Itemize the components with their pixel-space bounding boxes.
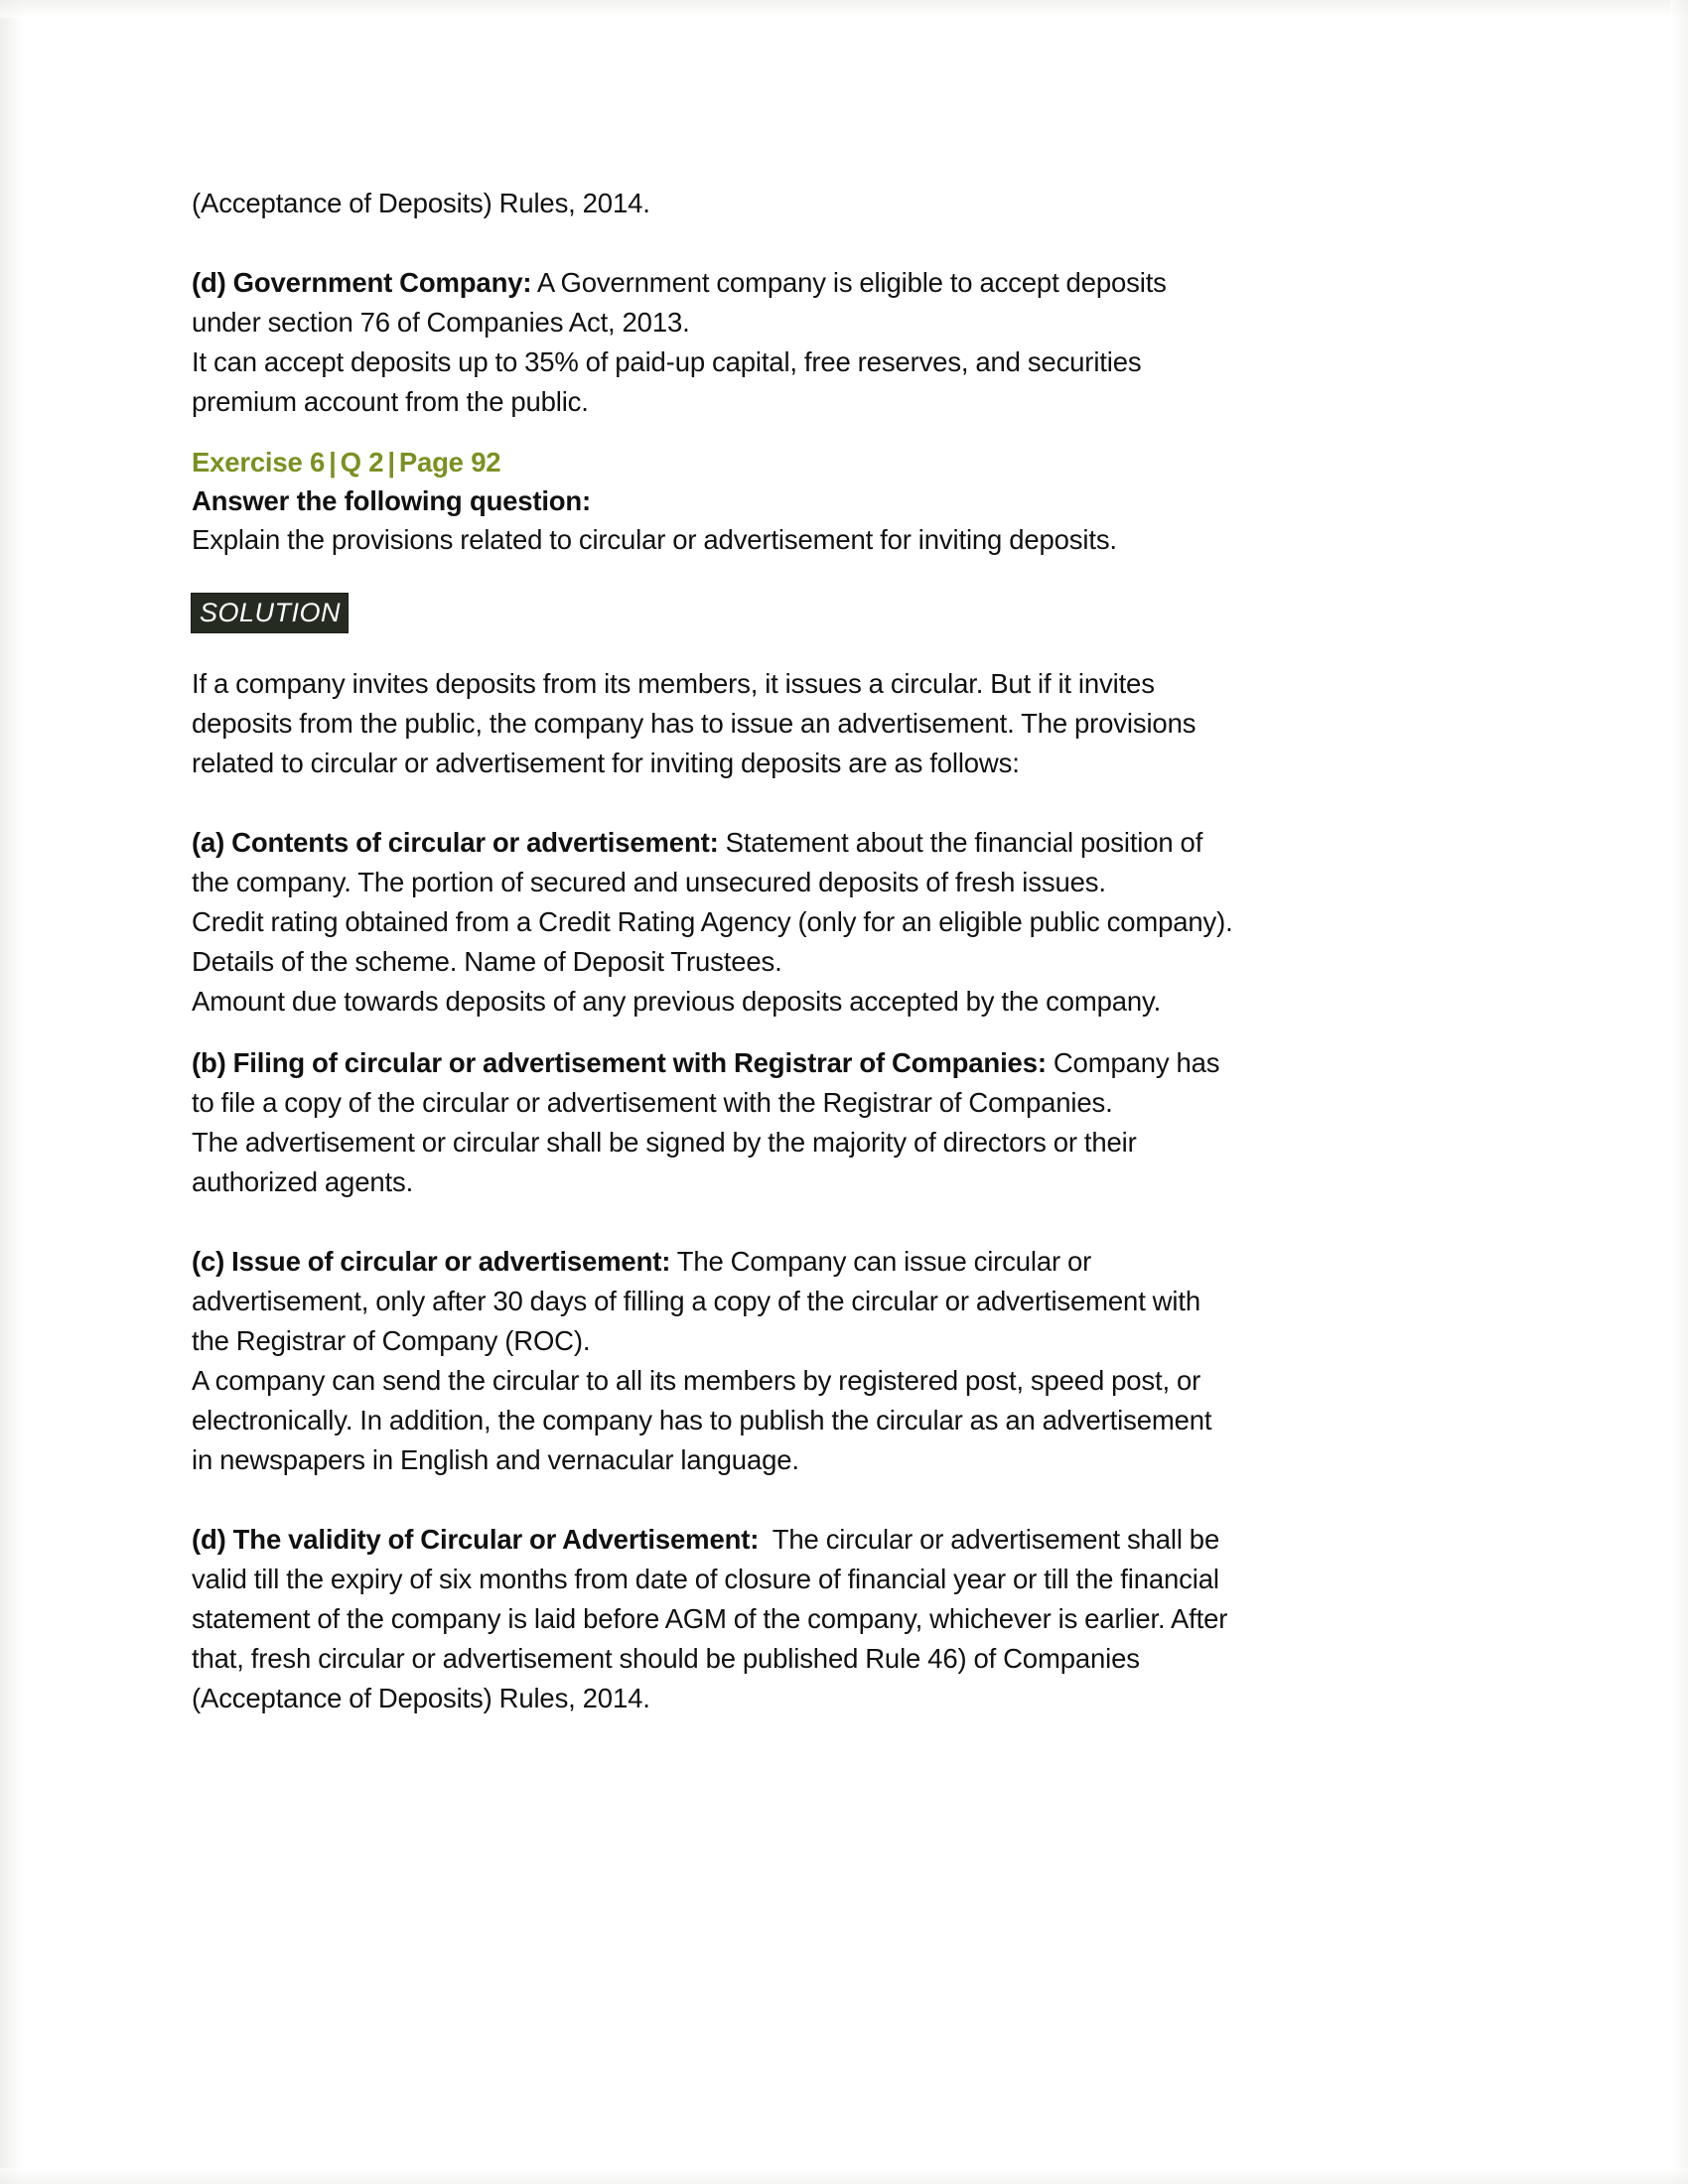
provision-d-line-4: that, fresh circular or advertisement should be published Rule 46) of Companies [192,1643,1140,1674]
spacer [192,422,1482,444]
provision-a-line-1: Statement about the financial position of [718,827,1203,858]
provision-c-line-1: The Company can issue circular or [670,1246,1092,1277]
question-text: Explain the provisions related to circular or advertisement for inviting deposits. [192,524,1117,555]
spacer [192,642,1482,664]
provision-b-line-2: to file a copy of the circular or advertisement with the Registrar of Companies. [192,1087,1113,1118]
government-company-paragraph [192,263,1482,422]
provision-b-label: (b) Filing of circular or advertisement with Registrar of Companies: [192,1047,1047,1078]
provision-b-line-1: Company has [1046,1047,1220,1078]
exercise-heading [192,444,1482,481]
provision-a-line-2: the company. The portion of secured and unsecured deposits of fresh issues. [192,867,1106,897]
provision-a-label: (a) Contents of circular or advertisement: [192,827,719,858]
solution-intro-line-2: deposits from the public, the company has to issue an advertisement. The provisions [192,708,1196,739]
provision-a-line-4: Details of the scheme. Name of Deposit Trustees. [192,946,782,977]
provision-c-line-4: A company can send the circular to all its members by registered post, speed post, or [192,1365,1201,1396]
page-number: Page 92 [398,447,501,478]
provision-d-line-5: (Acceptance of Deposits) Rules, 2014. [192,1683,650,1713]
scan-edge-right [1670,0,1688,2184]
spacer [192,1480,1482,1520]
provision-d-paragraph [192,1520,1482,1718]
government-company-line-1: A Government company is eligible to accept deposits [531,267,1167,298]
provision-a-paragraph [192,823,1482,1022]
solution-intro-line-1: If a company invites deposits from its members, it issues a circular. But if it invites [192,668,1155,699]
document-content [192,184,1482,1718]
government-company-line-2: under section 76 of Companies Act, 2013. [192,307,690,338]
provision-c-line-6: in newspapers in English and vernacular language. [192,1444,799,1475]
question-paragraph [192,520,1482,560]
provision-d-label: (d) The validity of Circular or Advertisement: [192,1524,760,1555]
provision-a-line-3: Credit rating obtained from a Credit Rating Agency (only for an eligible public company). [192,906,1233,937]
provision-d-line-1: The circular or advertisement shall be [759,1524,1220,1555]
provision-c-line-5: electronically. In addition, the company has to publish the circular as an advertisement [192,1405,1212,1435]
solution-intro-line-3: related to circular or advertisement for inviting deposits are as follows: [192,748,1020,778]
spacer [192,1202,1482,1242]
provision-b-paragraph [192,1043,1482,1202]
top-continuation-paragraph [192,184,1482,223]
provision-c-label: (c) Issue of circular or advertisement: [192,1246,671,1277]
solution-label: SOLUTION [192,594,348,632]
scan-edge-left [0,0,24,2184]
government-company-line-4: premium account from the public. [192,386,589,417]
instruction-text: Answer the following question: [192,485,591,516]
exercise-number: Exercise 6 [192,447,326,478]
solution-badge-wrapper [192,594,1482,632]
provision-c-line-3: the Registrar of Company (ROC). [192,1325,591,1356]
provision-d-line-2: valid till the expiry of six months from date of closure of financial year or till the financial [192,1564,1219,1594]
heading-separator-1: | [329,447,337,478]
provision-b-line-4: authorized agents. [192,1166,414,1197]
scan-edge-bottom [0,2168,1688,2184]
heading-separator-2: | [387,447,395,478]
provision-c-paragraph [192,1242,1482,1480]
top-continuation-line: (Acceptance of Deposits) Rules, 2014. [192,188,650,218]
spacer [192,223,1482,263]
scan-edge-top [0,0,1688,18]
provision-d-line-3: statement of the company is laid before AGM of the company, whichever is earlier. After [192,1603,1228,1634]
government-company-label: (d) Government Company: [192,267,532,298]
spacer [192,1022,1482,1043]
government-company-line-3: It can accept deposits up to 35% of paid-up capital, free reserves, and securities [192,346,1142,377]
provision-c-line-2: advertisement, only after 30 days of filling a copy of the circular or advertisement with [192,1286,1200,1316]
spacer [192,783,1482,823]
question-number: Q 2 [340,447,384,478]
provision-a-line-5: Amount due towards deposits of any previous deposits accepted by the company. [192,986,1162,1017]
provision-b-line-3: The advertisement or circular shall be signed by the majority of directors or their [192,1127,1137,1158]
solution-intro-paragraph [192,664,1482,783]
